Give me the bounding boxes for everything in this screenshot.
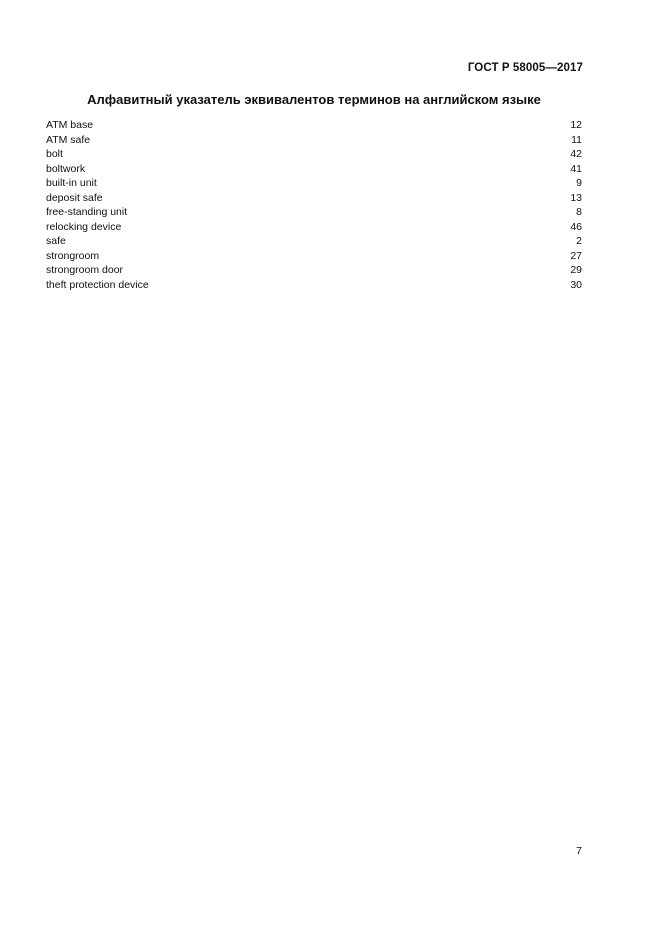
index-term: strongroom [46,249,100,262]
index-term: relocking device [46,220,122,233]
index-term: strongroom door [46,264,124,276]
index-ref-number: 27 [570,249,582,262]
index-ref-number: 41 [570,162,582,175]
index-ref-number: 30 [570,278,582,291]
index-term: theft protection device [46,278,149,291]
document-code: ГОСТ Р 58005—2017 [467,62,583,74]
index-entry [46,278,582,293]
index-term: safe [46,235,66,247]
index-term: ATM base [46,119,94,131]
index-term: built-in unit [46,177,97,189]
index-term: boltwork [46,162,86,175]
index-term: deposit safe [46,191,103,204]
index-entry [46,191,582,206]
term-index-list [46,118,582,292]
index-ref-number: 42 [570,148,582,160]
index-title: Алфавитный указатель эквивалентов терминов на английском языке [87,92,541,107]
index-entry [46,205,582,220]
index-entry [46,234,582,249]
index-entry [46,118,582,133]
index-term: bolt [46,148,63,160]
index-entry [46,220,582,235]
index-entry [46,263,582,278]
index-entry [46,176,582,191]
index-ref-number: 9 [576,177,582,189]
index-ref-number: 11 [571,133,582,146]
index-ref-number: 2 [576,235,582,247]
index-ref-number: 12 [570,119,582,131]
index-entry [46,133,582,148]
index-ref-number: 46 [570,220,582,233]
index-ref-number: 29 [570,264,582,276]
index-entry [46,249,582,264]
index-entry [46,147,582,162]
index-term: free-standing unit [46,206,128,218]
index-entry [46,162,582,177]
index-ref-number: 13 [570,191,582,204]
index-term: ATM safe [46,133,91,146]
page-number: 7 [576,845,582,857]
index-ref-number: 8 [576,206,582,218]
